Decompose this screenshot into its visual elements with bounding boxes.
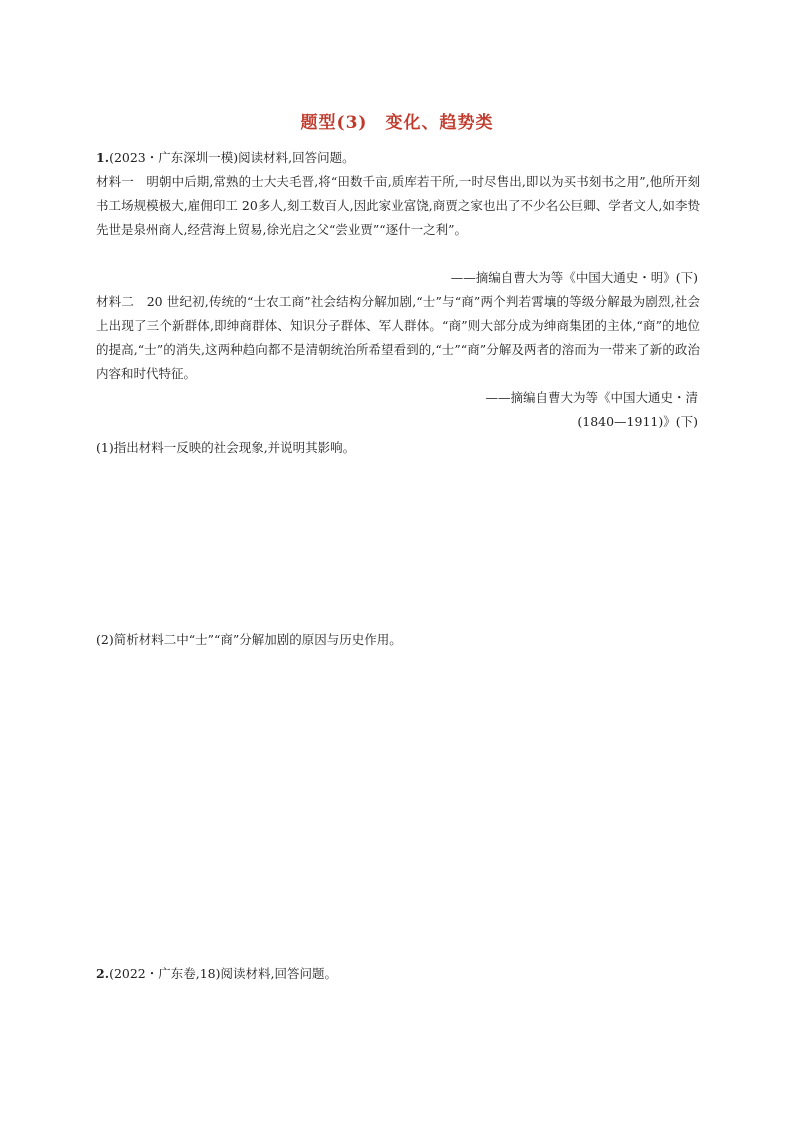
question-2-source: (2022・广东卷,18)阅读材料,回答问题。	[109, 966, 337, 981]
question-2-number: 2.	[96, 966, 110, 981]
question-2-header	[96, 962, 337, 986]
question-1-header	[96, 146, 355, 170]
sub-question-1: (1)指出材料一反映的社会现象,并说明其影响。	[96, 440, 356, 455]
material-2-source-line-2: (1840—1911)》(下)	[577, 414, 698, 429]
question-1-source: (2023・广东深圳一模)阅读材料,回答问题。	[109, 150, 355, 165]
material-2-text: 20 世纪初,传统的“士农工商”社会结构分解加剧,“士”与“商”两个判若霄壤的等级分解最为剧烈,社会上出现了三个新群体,即绅商群体、知识分子群体、军人群体。“商”则大部分成为绅商集团的主体,“商”的地位的提高,“士”的消失,这两种趋向都不是清朝统治所希望看到的,“士”“商”分解及两者的溶而为一带来了新的政治内容和时代特征。	[96, 294, 700, 381]
page-title: 题型(3) 变化、趋势类	[300, 113, 494, 133]
material-1-label: 材料一	[96, 174, 134, 189]
material-1-text: 明朝中后期,常熟的士大夫毛晋,将“田数千亩,质库若干所,一时尽售出,即以为买书刻书之用”,他所开刻书工场规模极大,雇佣印工 20多人,刻工数百人,因此家业富饶,商贾之家也出了不少名公巨卿、学者文人,如李贽先世是泉州商人,经营海上贸易,徐光启之父“尝业贾”“逐什一之利”。	[96, 174, 700, 237]
sub-question-2: (2)简析材料二中“士”“商”分解加剧的原因与历史作用。	[96, 632, 402, 647]
material-2	[96, 290, 700, 386]
material-2-source-line-1: ——摘编自曹大为等《中国大通史・清	[485, 390, 698, 405]
material-1-source: ——摘编自曹大为等《中国大通史・明》(下)	[450, 270, 698, 285]
question-1-number: 1.	[96, 150, 110, 165]
material-2-label: 材料二	[96, 294, 135, 309]
material-1	[96, 170, 700, 242]
